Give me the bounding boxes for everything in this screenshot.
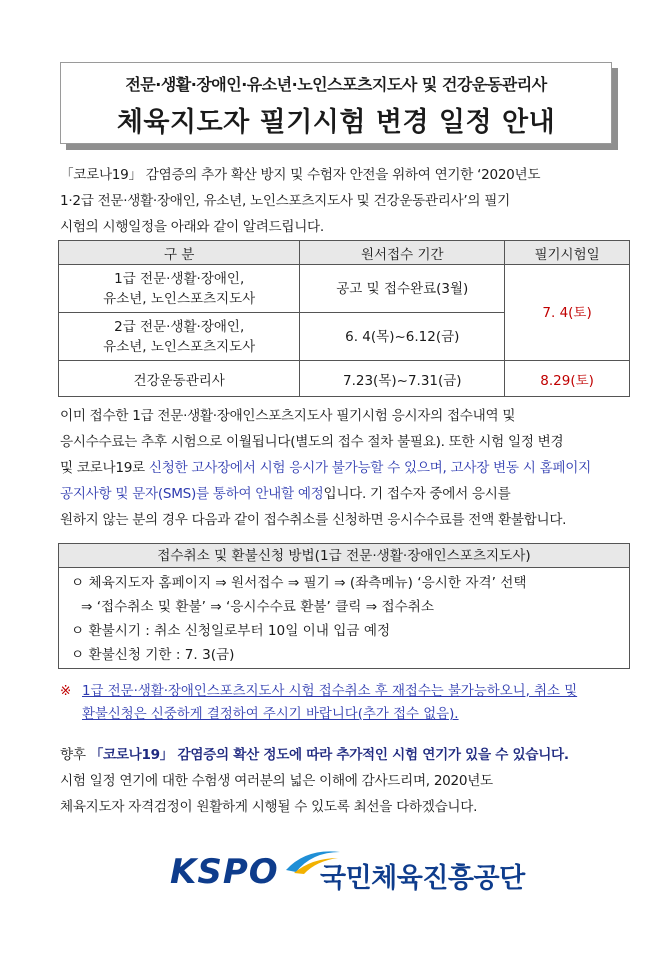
intro-line: 「코로나19」 감염증의 추가 확산 방지 및 수험자 안전을 위하여 연기한 ‘2020년도: [60, 167, 541, 183]
header-category: 구 분: [59, 241, 300, 265]
body-line: [60, 481, 628, 507]
category-line: 2급 전문·생활·장애인,: [114, 318, 245, 335]
refund-item: ㅇ 환불신청 기한 : 7. 3(금): [71, 647, 235, 663]
category-cell: 건강운동관리사: [59, 361, 300, 397]
closing-line: [60, 742, 628, 768]
body-line: 응시수수료는 추후 시험으로 이월됩니다(별도의 접수 절차 불필요). 또한 시험 일정 변경: [60, 434, 564, 450]
intro-line: 시험의 시행일정을 아래와 같이 알려드립니다.: [60, 219, 324, 235]
refund-box: [58, 543, 630, 669]
closing-line: 체육지도자 자격검정이 원활하게 시행될 수 있도록 최선을 다하겠습니다.: [60, 799, 478, 815]
refund-item: ㅇ 환불시기 : 취소 신청일로부터 10일 이내 입금 예정: [71, 623, 391, 639]
table-header-row: [59, 241, 630, 265]
notice-line: 환불신청은 신중하게 결정하여 주시기 바랍니다(추가 접수 없음).: [82, 707, 459, 722]
body-text: 및 코로나19로: [60, 460, 149, 476]
logo-brand: KSPO: [170, 852, 279, 892]
refund-list: [59, 568, 629, 667]
intro-paragraph: [60, 162, 628, 240]
category-line: 유소년, 노인스포츠지도사: [103, 290, 256, 307]
highlight-text: 공지사항 및 문자(SMS)를 통하여 안내할 예정: [60, 486, 324, 502]
refund-title: 접수취소 및 환불신청 방법(1급 전문·생활·장애인스포츠지도사): [59, 544, 629, 568]
closing-line: 시험 일정 연기에 대한 수험생 여러분의 넓은 이해에 감사드리며, 2020년도: [60, 773, 493, 789]
logo-org-name: 국민체육진흥공단: [320, 863, 525, 894]
category-line: 1급 전문·생활·장애인,: [114, 270, 245, 287]
category-cell: [59, 265, 300, 313]
highlight-text: 신청한 고사장에서 시험 응시가 불가능할 수 있으며, 고사장 변동 시 홈페이지: [148, 460, 591, 476]
body-line: 원하지 않는 분의 경우 다음과 같이 접수취소를 신청하면 응시수수료를 전액 환불합니다.: [60, 512, 567, 528]
page-subtitle: 전문·생활·장애인·유소년·노인스포츠지도사 및 건강운동관리사: [125, 75, 547, 94]
title-box: [60, 62, 612, 144]
closing-text: 향후: [60, 747, 90, 763]
application-cell: 7.23(목)~7.31(금): [300, 361, 505, 397]
application-cell: 6. 4(목)~6.12(금): [300, 313, 505, 361]
reference-mark-icon: ※: [60, 684, 72, 699]
body-text: 입니다. 기 접수자 중에서 응시를: [323, 486, 511, 502]
intro-line: 1·2급 전문·생활·장애인, 유소년, 노인스포츠지도사 및 건강운동관리사’의 필기: [60, 193, 510, 209]
notice-note: [60, 680, 630, 726]
body-line: 이미 접수한 1급 전문·생활·장애인스포츠지도사 필기시험 응시자의 접수내역 및: [60, 408, 516, 424]
body-line: [60, 455, 628, 481]
table-row: [59, 265, 630, 313]
exam-date-cell: 7. 4(토): [505, 265, 630, 361]
notice-line: [60, 680, 630, 703]
closing-highlight: 「코로나19」 감염증의 확산 정도에 따라 추가적인 시험 연기가 있을 수 있습니다.: [89, 747, 569, 763]
closing-paragraph: [60, 742, 628, 820]
page-title: 체육지도자 필기시험 변경 일정 안내: [116, 107, 556, 138]
header-exam-date: 필기시험일: [505, 241, 630, 265]
body-paragraph: [60, 403, 628, 533]
notice-text: 1급 전문·생활·장애인스포츠지도사 시험 접수취소 후 재접수는 불가능하오니, 취소 및: [82, 684, 578, 699]
table-row: [59, 361, 630, 397]
kspo-logo: [170, 846, 530, 906]
exam-date-cell: 8.29(토): [505, 361, 630, 397]
schedule-table: [58, 240, 630, 397]
refund-item: ㅇ 체육지도자 홈페이지 ⇒ 원서접수 ⇒ 필기 ⇒ (좌측메뉴) ‘응시한 자격’ 선택: [71, 575, 527, 591]
header-application: 원서접수 기간: [300, 241, 505, 265]
refund-item: ⇒ ‘접수취소 및 환불’ ⇒ ‘응시수수료 환불’ 클릭 ⇒ 접수취소: [81, 599, 434, 615]
category-cell: [59, 313, 300, 361]
category-line: 유소년, 노인스포츠지도사: [103, 338, 256, 355]
application-cell: 공고 및 접수완료(3월): [300, 265, 505, 313]
